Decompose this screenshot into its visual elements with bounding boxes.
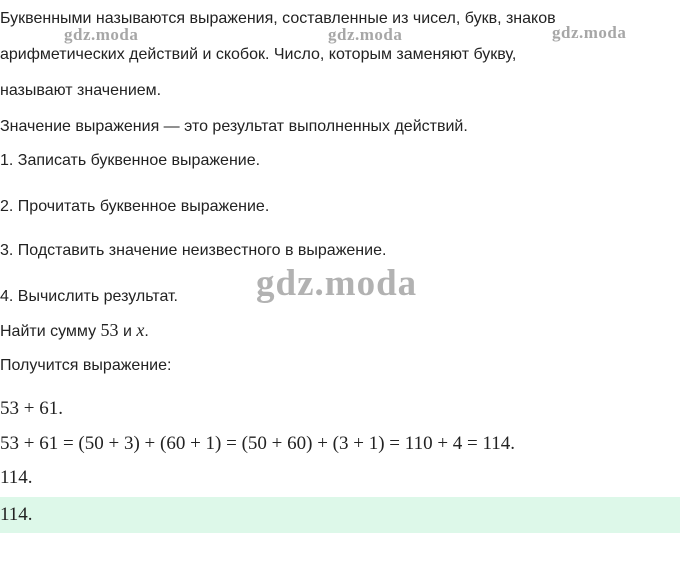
task-conj: и [118, 323, 137, 340]
intro-line-2: арифметических действий и скобок. Число, которым заменяют букву, [0, 46, 517, 63]
task-suffix: . [144, 323, 149, 340]
watermark-3: gdz.moda [552, 23, 627, 42]
step-2: 2. Прочитать буквенное выражение. [0, 198, 270, 215]
step-1: 1. Записать буквенное выражение. [0, 152, 261, 169]
step-4: 4. Вычислить результат. [0, 288, 178, 305]
answer-box [0, 497, 680, 533]
intro-line-4: Значение выражения — это результат выполненных действий. [0, 118, 468, 135]
watermark-large: gdz.moda [256, 263, 418, 304]
task-line [0, 320, 149, 342]
result-intro: Получится выражение: [0, 357, 172, 374]
step-3: 3. Подставить значение неизвестного в выражение. [0, 242, 387, 259]
task-prefix: Найти сумму [0, 323, 101, 340]
math-computation: 53 + 61 = (50 + 3) + (60 + 1) = (50 + 60) + (3 + 1) = 110 + 4 = 114. [0, 433, 516, 454]
task-variable: x [136, 320, 145, 340]
math-expression: 53 + 61. [0, 398, 63, 419]
math-result: 114. [0, 467, 33, 488]
intro-line-1: Буквенными называются выражения, составленные из чисел, букв, знаков [0, 10, 556, 27]
intro-line-3: называют значением. [0, 82, 162, 99]
watermark-1: gdz.moda [64, 25, 139, 44]
task-number: 53 [100, 320, 119, 340]
answer-value: 114. [0, 504, 33, 525]
watermark-2: gdz.moda [328, 25, 403, 44]
